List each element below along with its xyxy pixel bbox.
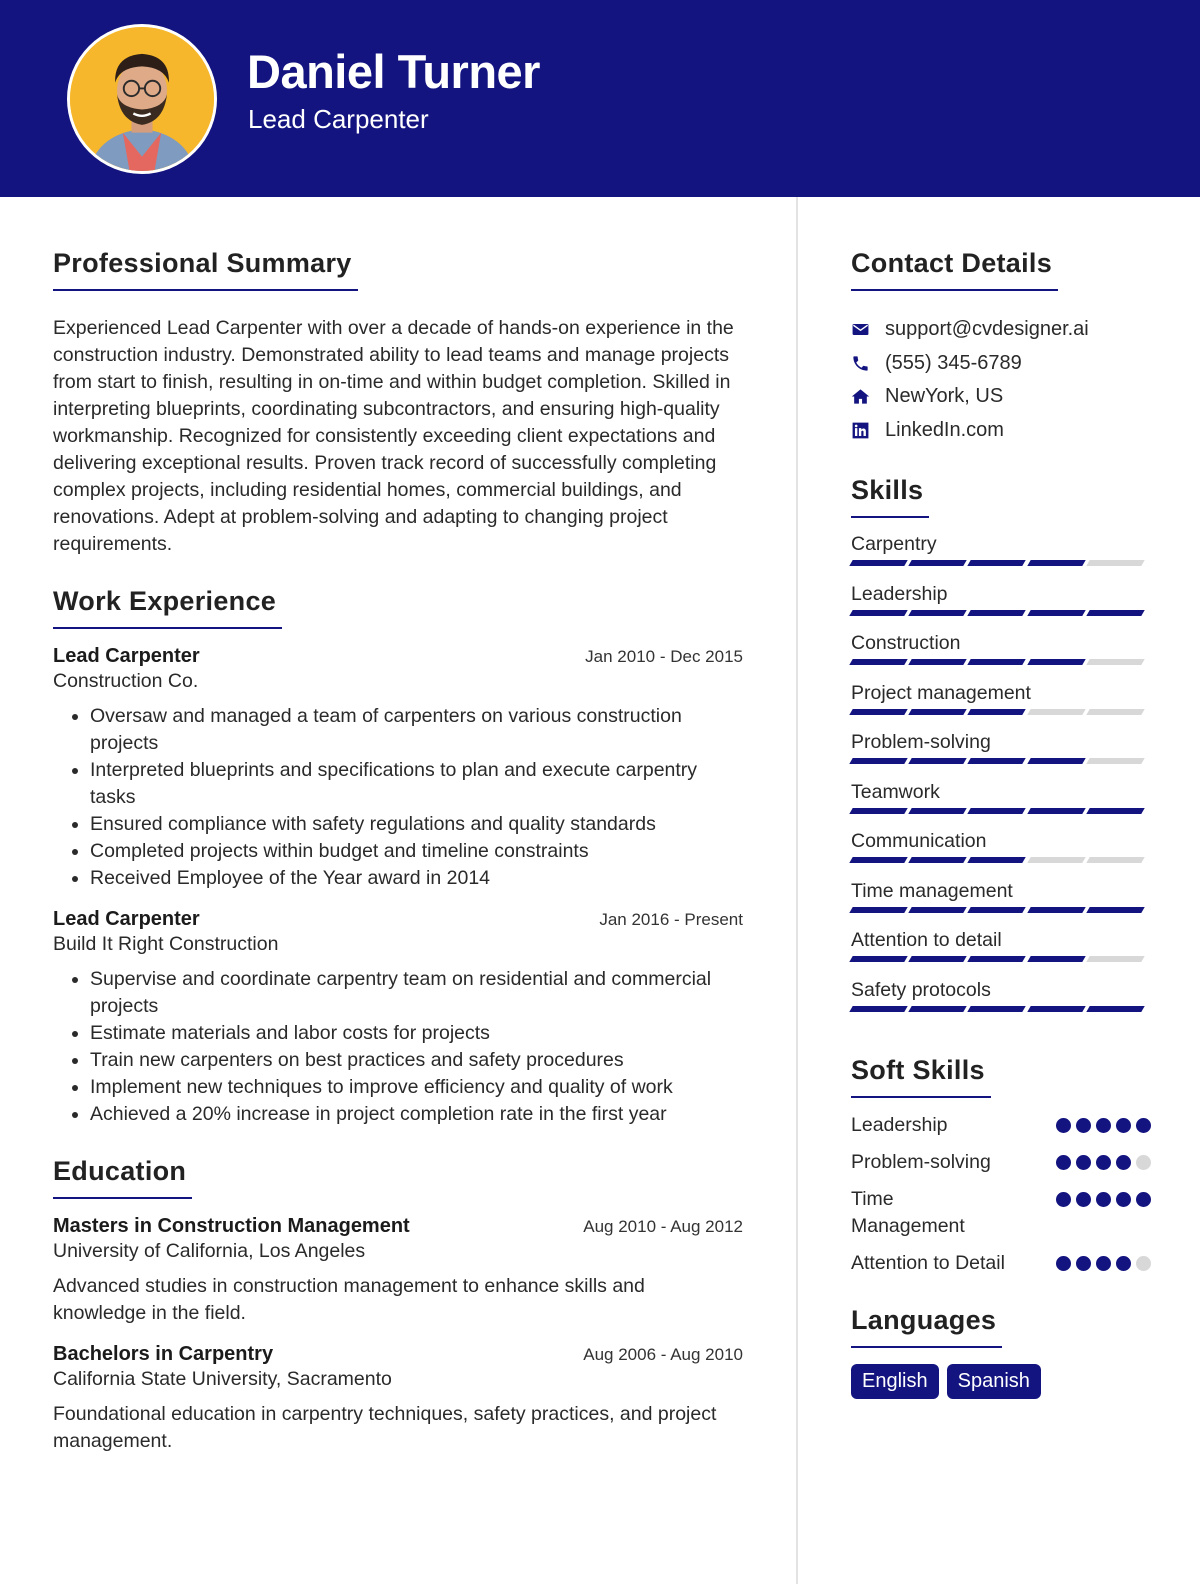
skill-level-segment xyxy=(849,610,908,616)
rating-dot xyxy=(1076,1192,1091,1207)
education-dates: Aug 2006 - Aug 2010 xyxy=(583,1345,743,1364)
soft-skill-rating xyxy=(1056,1256,1151,1271)
job-header xyxy=(53,645,743,668)
skill-item xyxy=(851,681,1151,731)
skill-level-segment xyxy=(1027,610,1086,616)
skill-level-segment xyxy=(849,560,908,566)
skill-level-bar xyxy=(851,610,1143,616)
section-title: Work Experience xyxy=(53,586,282,629)
job-bullet: • Implement new techniques to improve efficiency and quality of work xyxy=(90,1074,743,1101)
skill-level-segment xyxy=(849,907,908,913)
language-list xyxy=(851,1364,1151,1399)
rating-dot xyxy=(1096,1118,1111,1133)
skill-level-segment xyxy=(908,560,967,566)
contact-text: LinkedIn.com xyxy=(885,418,1004,441)
skill-level-segment xyxy=(968,1006,1027,1012)
rating-dot xyxy=(1116,1256,1131,1271)
rating-dot xyxy=(1096,1155,1111,1170)
job-header xyxy=(53,908,743,931)
job-bullet: • Supervise and coordinate carpentry team on residential and commercial projects xyxy=(90,966,743,1020)
job-bullet: • Train new carpenters on best practices and safety procedures xyxy=(90,1047,743,1074)
phone-icon xyxy=(851,354,885,373)
soft-skills-section xyxy=(851,1055,1151,1277)
skill-level-segment xyxy=(1086,907,1145,913)
home-icon xyxy=(851,387,885,406)
rating-dot xyxy=(1136,1155,1151,1170)
rating-dot xyxy=(1076,1118,1091,1133)
skill-level-bar xyxy=(851,758,1143,764)
education-description: Foundational education in carpentry techniques, safety practices, and project management. xyxy=(53,1403,717,1452)
contact-text: support@cvdesigner.ai xyxy=(885,318,1089,341)
contact-item xyxy=(851,380,1151,414)
skill-name: Construction xyxy=(851,632,961,654)
skill-level-bar xyxy=(851,1006,1143,1012)
skill-level-segment xyxy=(908,956,967,962)
skill-level-bar xyxy=(851,659,1143,665)
skill-level-segment xyxy=(968,610,1027,616)
job-bullet: • Received Employee of the Year award in 2014 xyxy=(90,865,743,892)
header-banner xyxy=(0,0,1200,197)
skill-level-segment xyxy=(849,808,908,814)
skill-level-segment xyxy=(968,709,1027,715)
skill-level-segment xyxy=(908,610,967,616)
job-role: Lead Carpenter xyxy=(53,908,200,930)
skill-level-segment xyxy=(1086,610,1145,616)
job-bullet: • Oversaw and managed a team of carpenters on various construction projects xyxy=(90,703,743,757)
section-title: Skills xyxy=(851,475,929,518)
skill-level-segment xyxy=(968,857,1027,863)
skill-name: Safety protocols xyxy=(851,978,991,1001)
soft-skill-item xyxy=(851,1250,1151,1277)
section-title: Education xyxy=(53,1156,192,1199)
skill-level-segment xyxy=(1086,560,1145,566)
job-bullet: • Ensured compliance with safety regulations and quality standards xyxy=(90,811,743,838)
soft-skill-rating xyxy=(1056,1118,1151,1133)
contact-item xyxy=(851,414,1151,448)
skill-level-segment xyxy=(1086,857,1145,863)
language-badge: Spanish xyxy=(947,1364,1041,1399)
skill-level-segment xyxy=(908,857,967,863)
languages-section xyxy=(851,1305,1151,1399)
profile-photo xyxy=(70,27,214,171)
skill-level-bar xyxy=(851,956,1143,962)
skill-name: Attention to detail xyxy=(851,929,1002,951)
skill-name: Project management xyxy=(851,681,1031,704)
skill-item xyxy=(851,532,1151,582)
skill-level-segment xyxy=(968,956,1027,962)
skill-name: Carpentry xyxy=(851,533,937,555)
skill-item xyxy=(851,879,1151,929)
education-description: Advanced studies in construction management to enhance skills and knowledge in the field. xyxy=(53,1275,645,1324)
envelope-icon xyxy=(851,320,885,339)
contact-text: NewYork, US xyxy=(885,385,1004,408)
skill-level-segment xyxy=(849,956,908,962)
sidebar-column xyxy=(851,248,1151,1427)
job-dates: Jan 2016 - Present xyxy=(599,910,743,929)
skill-level-segment xyxy=(1086,709,1145,715)
skill-item xyxy=(851,582,1151,632)
job-bullet: • Interpreted blueprints and specifications to plan and execute carpentry tasks xyxy=(90,757,743,811)
skill-item xyxy=(851,631,1151,681)
skill-item xyxy=(851,730,1151,780)
section-title: Soft Skills xyxy=(851,1055,991,1098)
skill-level-segment xyxy=(1027,1006,1086,1012)
job-bullet: • Completed projects within budget and timeline constraints xyxy=(90,838,743,865)
rating-dot xyxy=(1116,1192,1131,1207)
education-entry xyxy=(53,1215,743,1327)
job-entry xyxy=(53,645,743,892)
job-list xyxy=(53,645,743,1128)
skills-section xyxy=(851,475,1151,1027)
rating-dot xyxy=(1116,1155,1131,1170)
avatar xyxy=(67,24,217,174)
skill-level-segment xyxy=(849,659,908,665)
skill-item xyxy=(851,928,1151,978)
main-column xyxy=(53,248,743,1483)
education-entry xyxy=(53,1343,743,1455)
skill-name: Problem-solving xyxy=(851,731,991,753)
soft-skill-item xyxy=(851,1112,1151,1139)
job-role: Lead Carpenter xyxy=(53,645,200,667)
rating-dot xyxy=(1136,1118,1151,1133)
soft-skills-list xyxy=(851,1112,1151,1277)
education-dates: Aug 2010 - Aug 2012 xyxy=(583,1217,743,1236)
contact-text: (555) 345-6789 xyxy=(885,351,1022,374)
soft-skill-rating xyxy=(1056,1155,1151,1170)
skill-level-segment xyxy=(1027,709,1086,715)
skill-level-bar xyxy=(851,709,1143,715)
contact-list xyxy=(851,313,1151,447)
skill-level-segment xyxy=(908,808,967,814)
contact-item xyxy=(851,347,1151,381)
skill-level-segment xyxy=(908,907,967,913)
rating-dot xyxy=(1136,1192,1151,1207)
education-header xyxy=(53,1343,743,1366)
skill-name: Communication xyxy=(851,830,987,852)
skill-level-segment xyxy=(908,659,967,665)
rating-dot xyxy=(1116,1118,1131,1133)
skill-name: Time management xyxy=(851,879,1013,902)
soft-skill-name: Leadership xyxy=(851,1114,948,1136)
rating-dot xyxy=(1056,1118,1071,1133)
education-list xyxy=(53,1215,743,1455)
skill-name: Leadership xyxy=(851,582,948,605)
education-section xyxy=(53,1156,743,1455)
school-name: University of California, Los Angeles xyxy=(53,1240,366,1262)
job-company: Construction Co. xyxy=(53,670,199,692)
contact-section xyxy=(851,248,1151,447)
candidate-name: Daniel Turner xyxy=(247,45,540,98)
contact-item xyxy=(851,313,1151,347)
soft-skill-name: Attention to Detail xyxy=(851,1252,1005,1274)
skill-level-bar xyxy=(851,857,1143,863)
language-badge: English xyxy=(851,1364,939,1399)
rating-dot xyxy=(1076,1155,1091,1170)
rating-dot xyxy=(1096,1192,1111,1207)
skill-level-bar xyxy=(851,808,1143,814)
skill-level-bar xyxy=(851,907,1143,913)
skill-level-segment xyxy=(1086,956,1145,962)
skill-level-segment xyxy=(968,808,1027,814)
skill-level-segment xyxy=(968,659,1027,665)
rating-dot xyxy=(1136,1256,1151,1271)
skill-level-segment xyxy=(1027,956,1086,962)
linkedin-icon xyxy=(851,421,885,440)
job-bullet: • Achieved a 20% increase in project completion rate in the first year xyxy=(90,1101,743,1128)
soft-skill-name: Problem-solving xyxy=(851,1151,991,1173)
degree-name: Bachelors in Carpentry xyxy=(53,1343,274,1365)
column-divider xyxy=(796,197,798,1584)
rating-dot xyxy=(1056,1256,1071,1271)
skill-level-segment xyxy=(849,758,908,764)
skills-list xyxy=(851,532,1151,1027)
job-dates: Jan 2010 - Dec 2015 xyxy=(585,647,743,666)
skill-level-segment xyxy=(1027,808,1086,814)
skill-level-segment xyxy=(968,560,1027,566)
section-title: Professional Summary xyxy=(53,248,358,291)
summary-text: Experienced Lead Carpenter with over a decade of hands-on experience in the construction industry. Demonstrated ability to lead teams and manage projects from start to finish, resulting in on-time and within budget completion. Skilled in interpreting blueprints, coordinating subcontractors, and ensuring high-quality workmanship. Recognized for consistently exceeding client expectations and delivering exceptional results. Proven track record of successfully completing complex projects, including residential homes, commercial buildings, and renovations. Adept at problem-solving and adapting to changing project requirements. xyxy=(53,317,734,555)
skill-level-segment xyxy=(849,857,908,863)
summary-section xyxy=(53,248,743,558)
skill-level-bar xyxy=(851,560,1143,566)
skill-level-segment xyxy=(1086,808,1145,814)
skill-level-segment xyxy=(908,758,967,764)
soft-skill-name: Time Management xyxy=(851,1188,965,1237)
rating-dot xyxy=(1096,1256,1111,1271)
job-company: Build It Right Construction xyxy=(53,933,279,955)
skill-level-segment xyxy=(1027,857,1086,863)
rating-dot xyxy=(1056,1192,1071,1207)
section-title: Contact Details xyxy=(851,248,1058,291)
degree-name: Masters in Construction Management xyxy=(53,1215,410,1237)
job-bullet: • Estimate materials and labor costs for projects xyxy=(90,1020,743,1047)
skill-name: Teamwork xyxy=(851,780,940,803)
job-entry xyxy=(53,908,743,1128)
soft-skill-rating xyxy=(1056,1192,1151,1207)
skill-level-segment xyxy=(1086,1006,1145,1012)
candidate-title: Lead Carpenter xyxy=(248,104,429,134)
rating-dot xyxy=(1056,1155,1071,1170)
skill-level-segment xyxy=(1027,560,1086,566)
experience-section xyxy=(53,586,743,1128)
skill-level-segment xyxy=(1086,659,1145,665)
skill-level-segment xyxy=(849,1006,908,1012)
soft-skill-item xyxy=(851,1186,1151,1240)
job-bullets xyxy=(53,966,743,1128)
skill-level-segment xyxy=(908,709,967,715)
section-title: Languages xyxy=(851,1305,1002,1348)
skill-item xyxy=(851,780,1151,830)
skill-level-segment xyxy=(1027,758,1086,764)
skill-item xyxy=(851,829,1151,879)
skill-level-segment xyxy=(1027,907,1086,913)
soft-skill-item xyxy=(851,1149,1151,1176)
skill-level-segment xyxy=(968,907,1027,913)
education-header xyxy=(53,1215,743,1238)
school-name: California State University, Sacramento xyxy=(53,1368,392,1390)
skill-level-segment xyxy=(968,758,1027,764)
skill-level-segment xyxy=(908,1006,967,1012)
skill-level-segment xyxy=(849,709,908,715)
job-bullets xyxy=(53,703,743,892)
rating-dot xyxy=(1076,1256,1091,1271)
skill-level-segment xyxy=(1086,758,1145,764)
skill-item xyxy=(851,978,1151,1028)
skill-level-segment xyxy=(1027,659,1086,665)
